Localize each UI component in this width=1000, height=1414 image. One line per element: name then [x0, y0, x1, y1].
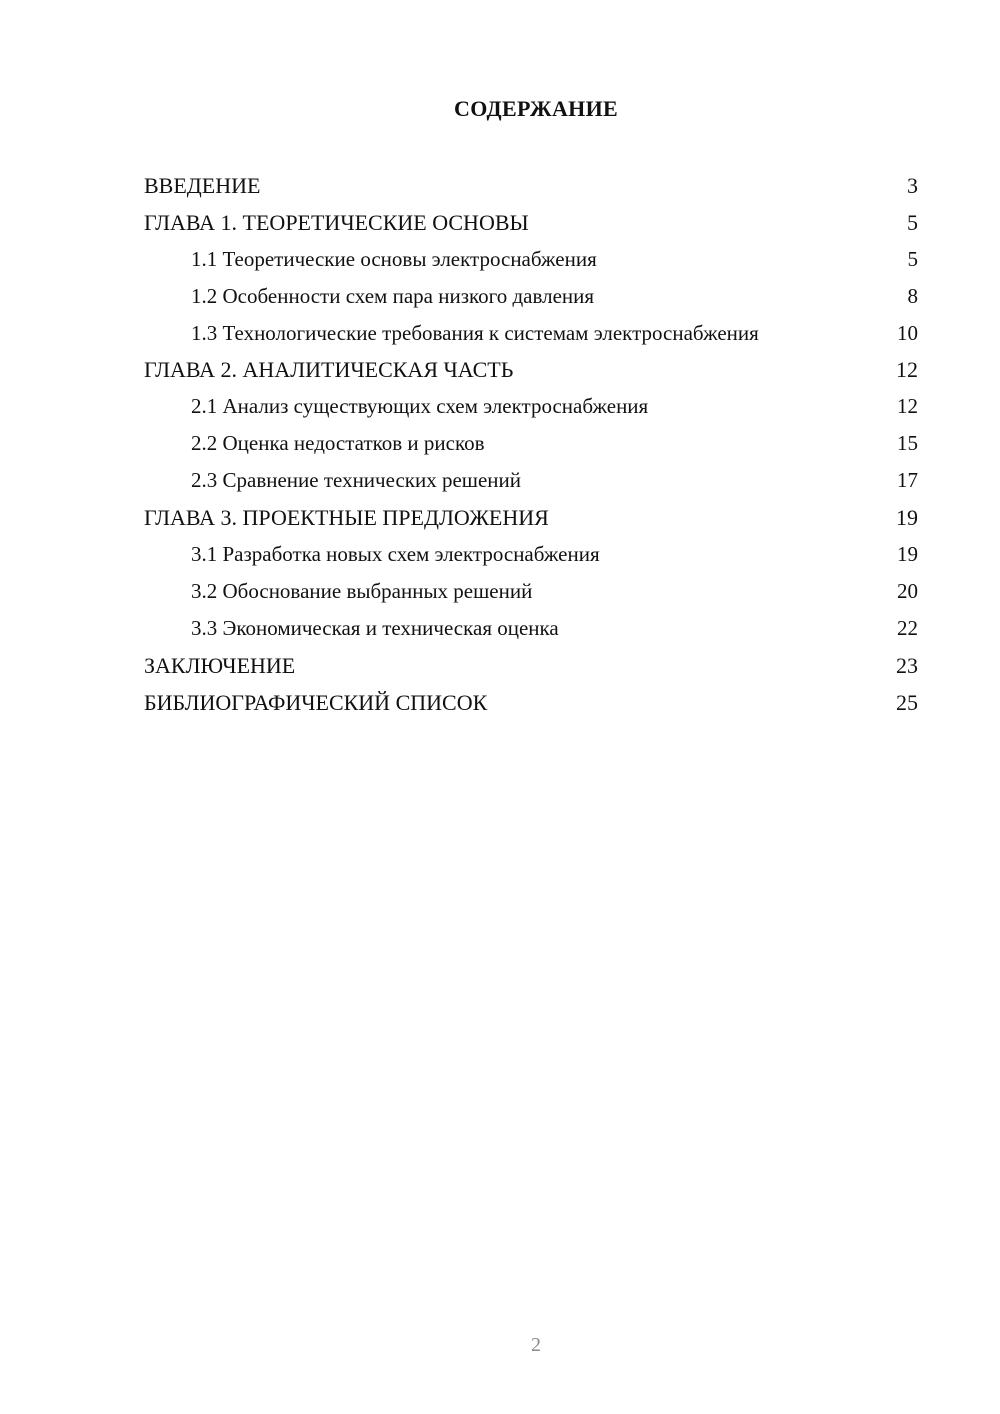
toc-entry-text: ГЛАВА 3. ПРОЕКТНЫЕ ПРЕДЛОЖЕНИЯ [144, 505, 549, 530]
toc-entry-text: ЗАКЛЮЧЕНИЕ [144, 653, 296, 678]
toc-entry-introduction [144, 167, 918, 204]
toc-entry-text: ГЛАВА 1. ТЕОРЕТИЧЕСКИЕ ОСНОВЫ [144, 210, 529, 235]
toc-entry-page: 17 [897, 468, 918, 492]
toc-entry-page: 10 [897, 321, 918, 345]
toc-entry-chapter-3 [144, 499, 918, 536]
toc-entry-section-1-3 [144, 315, 918, 351]
toc-entry-section-2-1 [144, 388, 918, 425]
toc-entry-conclusion [144, 647, 918, 684]
toc-entry-text: 2.1 Анализ существующих схем электроснабжения [191, 394, 649, 418]
toc-entry-page: 5 [907, 210, 918, 235]
toc-entry-page: 3 [907, 173, 918, 198]
contents-title: СОДЕРЖАНИЕ [454, 96, 618, 121]
toc-entry-page: 19 [897, 542, 918, 566]
toc-entry-page: 19 [896, 505, 918, 530]
toc-entry-page: 22 [897, 616, 918, 640]
toc-entry-text: 1.2 Особенности схем пара низкого давления [191, 284, 595, 308]
toc-entry-page: 12 [896, 357, 918, 382]
toc-entry-text: 2.2 Оценка недостатков и рисков [191, 431, 485, 455]
toc-entry-text: ГЛАВА 2. АНАЛИТИЧЕСКАЯ ЧАСТЬ [144, 357, 514, 382]
toc-entry-page: 8 [907, 284, 918, 308]
toc-entry-section-1-1 [144, 241, 918, 278]
toc-entry-page: 25 [896, 690, 918, 715]
toc-entry-page: 12 [897, 394, 918, 418]
toc-entry-page: 20 [897, 579, 918, 603]
toc-entry-text: БИБЛИОГРАФИЧЕСКИЙ СПИСОК [144, 690, 488, 715]
toc-entry-text: 1.1 Теоретические основы электроснабжения [191, 247, 597, 271]
toc-entry-section-2-2 [144, 425, 918, 462]
toc-entry-page: 5 [907, 247, 918, 271]
toc-entry-page: 23 [896, 653, 918, 678]
toc-entry-text: 2.3 Сравнение технических решений [191, 468, 521, 492]
toc-entry-section-2-3 [144, 462, 918, 499]
toc-entry-section-3-2 [144, 573, 918, 610]
toc-entry-bibliography [144, 684, 918, 721]
toc-entry-chapter-2 [144, 351, 918, 388]
table-of-contents [144, 167, 918, 721]
toc-entry-text: 3.1 Разработка новых схем электроснабжения [191, 542, 600, 566]
toc-entry-section-3-3 [144, 610, 918, 647]
page-number: 2 [531, 1334, 541, 1356]
toc-entry-text: ВВЕДЕНИЕ [144, 173, 261, 198]
toc-entry-section-1-2 [144, 278, 918, 315]
toc-entry-text: 1.3 Технологические требования к системам электроснабжения [191, 321, 759, 345]
toc-entry-text: 3.2 Обоснование выбранных решений [191, 579, 533, 603]
toc-entry-page: 15 [897, 431, 918, 455]
toc-entry-text: 3.3 Экономическая и техническая оценка [191, 616, 559, 640]
toc-entry-chapter-1 [144, 204, 918, 241]
toc-entry-section-3-1 [144, 536, 918, 573]
